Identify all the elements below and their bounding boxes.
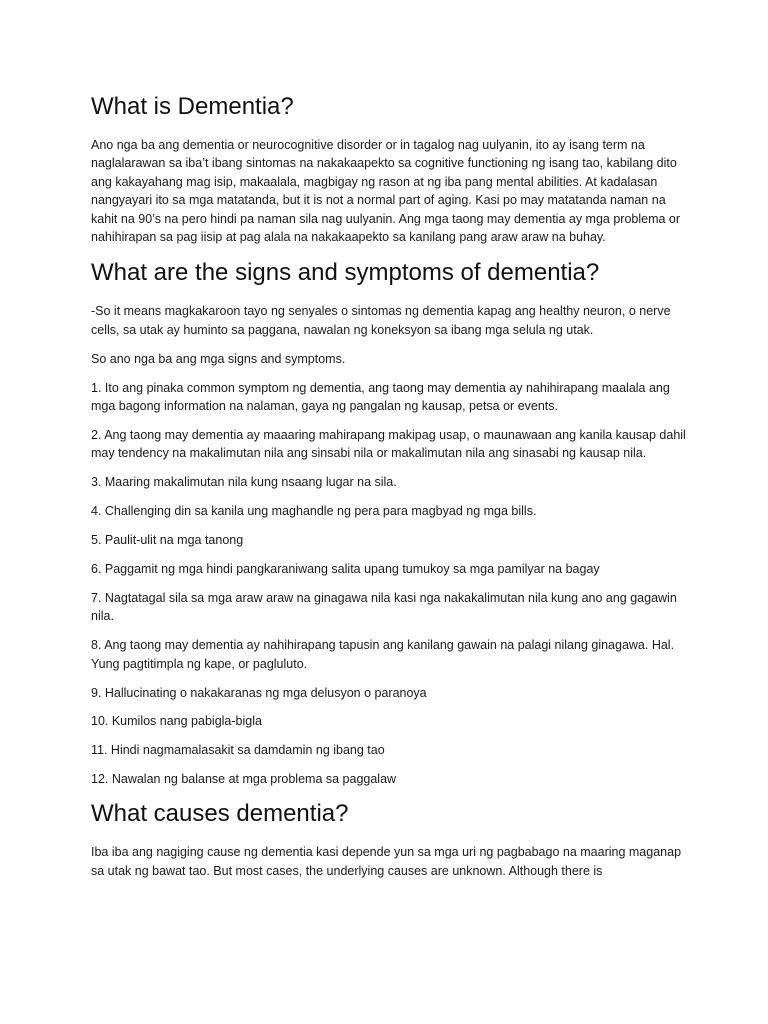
intro-paragraph: Ano nga ba ang dementia or neurocognitive disorder or in tagalog nag uulyanin, ito ay isang term na naglalarawan sa iba’t ibang sintomas na nakakaapekto sa cognitive functioning ng isang tao, kabilang dito ang kakayahang mag isip, makaalala, magbigay ng rason at ng iba pang mental abilities. At kadalasan nangyayari ito sa mga matatanda, but it is not a normal part of aging. Kasi po may matatanda naman na kahit na 90’s na pero hindi pa naman sila nag uulyanin. Ang mga taong may dementia ay mga problema or nahihirapan sa pag iisip at pag alala na nakakaapekto sa kanilang pang araw araw na buhay.: [91, 138, 681, 245]
causes-paragraph: Iba iba ang nagiging cause ng dementia kasi depende yun sa mga uri ng pagbabago na maaring maganap sa utak ng bawat tao. But most cases, the underlying causes are unknown. Although there is: [91, 845, 682, 878]
symptom-item-6: 6. Paggamit ng mga hindi pangkaraniwang salita upang tumukoy sa mga pamilyar na bagay: [91, 562, 600, 576]
symptom-item-4: 4. Challenging din sa kanila ung maghandle ng pera para magbyad ng mga bills.: [91, 504, 537, 519]
symptom-item-9: 9. Hallucinating o nakakaranas ng mga delusyon o paranoya: [91, 685, 427, 700]
symptom-item-12: 12. Nawalan ng balanse at mga problema sa paggalaw: [91, 772, 397, 787]
symptom-item-7: 7. Nagtatagal sila sa mga araw araw na ginagawa nila kasi nga nakakalimutan nila kung ano ang gagawin nila.: [91, 590, 677, 624]
symptom-item-5: 5. Paulit-ulit na mga tanong: [91, 533, 244, 548]
symptoms-intro-paragraph: -So it means magkakaroon tayo ng senyales o sintomas ng dementia kapag ang healthy neuron, o nerve cells, sa utak ay huminto sa paggana, nawalan ng koneksyon sa ibang mga selula ng utak.: [91, 304, 671, 337]
symptoms-lead-paragraph: So ano nga ba ang mga signs and symptoms.: [91, 351, 346, 366]
symptom-item-2: 2. Ang taong may dementia ay maaaring mahirapang makipag usap, o maunawaan ang kanila kausap dahil may tendency na makalimutan nila ang sinsabi nila or makalimutan nila ang sinasabi ng kausap nila.: [91, 427, 686, 461]
section-heading-what-is-dementia: What is Dementia?: [91, 93, 294, 120]
symptom-item-8: 8. Ang taong may dementia ay nahihirapang tapusin ang kanilang gawain na palagi nilang ginagawa. Hal. Yung pagtitimpla ng kape, or pagluluto.: [91, 638, 675, 671]
section-heading-signs-and-symptoms: What are the signs and symptoms of dementia?: [91, 259, 600, 287]
symptom-item-1: 1. Ito ang pinaka common symptom ng dementia, ang taong may dementia ay nahihirapang maalala ang mga bagong information na nalaman, gaya ng pangalan ng kausap, petsa or events.: [91, 380, 670, 414]
symptom-item-11: 11. Hindi nagmamalasakit sa damdamin ng ibang tao: [91, 743, 385, 758]
section-heading-causes: What causes dementia?: [91, 800, 349, 828]
symptom-item-10: 10. Kumilos nang pabigla-bigla: [91, 714, 262, 729]
symptom-item-3: 3. Maaring makalimutan nila kung nsaang lugar na sila.: [91, 475, 397, 490]
